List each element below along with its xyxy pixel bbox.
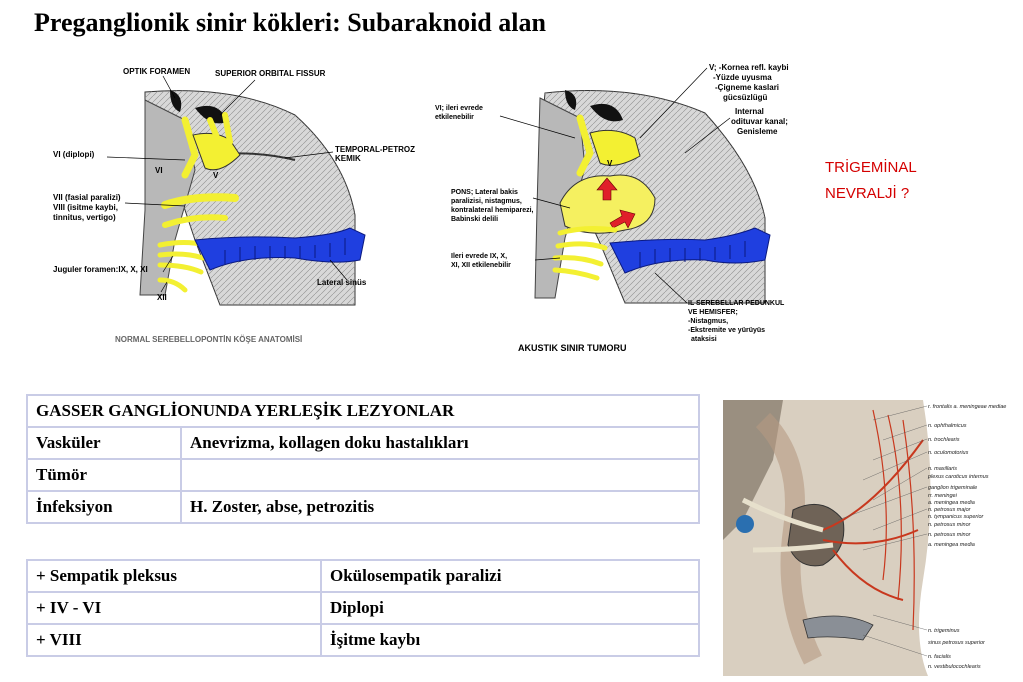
figure-right-caption: AKUSTIK SINIR TUMORU <box>518 343 627 353</box>
trigeminal-note <box>825 155 965 207</box>
label-top-1: V; -Kornea refl. kaybi <box>709 63 789 72</box>
anatomy-label-13: n. petrosus minor <box>928 532 971 538</box>
row-label: + Sempatik pleksus <box>27 560 321 592</box>
label-temporal-petroz: TEMPORAL-PETROZ <box>335 145 415 154</box>
anatomy-label-16: sinus petrosus superior <box>928 640 985 646</box>
normal-anatomy-figure <box>45 60 425 355</box>
label-viii-2: tinnitus, vertigo) <box>53 213 116 222</box>
table-header: GASSER GANGLİONUNDA YERLEŞİK LEZYONLAR <box>27 395 699 427</box>
anatomy-label-5: n. maxillaris <box>928 466 958 472</box>
table-row <box>27 491 699 523</box>
row-label: Tümör <box>27 459 181 491</box>
anatomy-label-6: plexus caroticus internus <box>928 474 989 480</box>
label-ix-1: Ileri evrede IX, X, <box>451 253 508 260</box>
acoustic-tumor-figure <box>425 58 820 358</box>
anatomy-illustration <box>723 400 1021 676</box>
table-row <box>27 592 699 624</box>
label-top-6: odituvar kanal; <box>731 117 788 126</box>
row-value: Diplopi <box>321 592 699 624</box>
label-v-right: V <box>607 159 613 168</box>
page-title: Preganglionik sinir kökleri: Subaraknoid alan <box>34 8 546 37</box>
figure-left-caption: NORMAL SEREBELLOPONTİN KÖŞE ANATOMİSİ <box>115 335 303 344</box>
label-top-4: gücsüzlügü <box>723 93 768 102</box>
label-il-4: -Ekstremite ve yürüyüs <box>688 327 766 334</box>
row-label: + IV - VI <box>27 592 321 624</box>
involvement-table <box>26 559 700 657</box>
label-top-7: Genisleme <box>737 127 778 136</box>
table-row <box>27 427 699 459</box>
label-pons-2: paralizisi, nistagmus, <box>451 198 522 205</box>
anatomy-label-3: n. trochlearis <box>928 437 960 443</box>
label-top-5: Internal <box>735 107 764 116</box>
anatomy-label-10: n. petrosus major <box>928 507 971 513</box>
label-lateral-sinus: Lateral sinüs <box>317 278 367 287</box>
row-value: Anevrizma, kollagen doku hastalıkları <box>181 427 699 459</box>
table-row <box>27 459 699 491</box>
anatomy-label-1: r. frontalis a. meningeae mediae <box>928 404 1007 410</box>
anatomy-label-17: n. facialis <box>928 654 951 660</box>
table-row <box>27 624 699 656</box>
table-row <box>27 560 699 592</box>
anatomy-label-15: n. trigeminus <box>928 628 960 634</box>
anatomy-label-9: a. meningea media <box>928 500 975 506</box>
label-juguler-foramen: Juguler foramen:IX, X, XI <box>53 265 148 274</box>
label-il-5: ataksisi <box>691 336 717 343</box>
gasser-lesions-table <box>26 394 700 524</box>
label-pons-3: kontralateral hemiparezi, <box>451 207 534 214</box>
anatomy-label-8: rr. meningei <box>928 493 957 499</box>
label-optik-foramen: OPTIK FORAMEN <box>123 67 191 76</box>
label-il-1: IL SEREBELLAR PEDUNKUL <box>688 300 785 307</box>
anatomy-label-11: n. tympanicus superior <box>928 514 984 520</box>
label-vi-2: etkilenebilir <box>435 114 474 121</box>
anatomy-label-7: ganglion trigeminale <box>928 485 978 491</box>
label-vi: VI <box>155 166 163 175</box>
label-kemik: KEMIK <box>335 154 361 163</box>
label-vii: VII (fasial paralizi) <box>53 193 121 202</box>
table-header-row <box>27 395 699 427</box>
label-viii: VIII (isitme kaybi, <box>53 203 118 212</box>
anatomy-label-4: n. oculomotorius <box>928 450 969 456</box>
label-xii: XII <box>157 293 167 302</box>
label-pons-4: Babinski delili <box>451 216 499 223</box>
row-value: Okülosempatik paralizi <box>321 560 699 592</box>
label-vi-diplopi: VI (diplopi) <box>53 150 95 159</box>
label-top-2: -Yüzde uyusma <box>713 73 772 82</box>
label-ix-2: XI, XII etkilenebilir <box>451 262 511 269</box>
row-label: + VIII <box>27 624 321 656</box>
row-label: Vasküler <box>27 427 181 459</box>
anatomy-label-12: n. petrosus minor <box>928 522 971 528</box>
label-il-2: VE HEMISFER; <box>688 309 738 316</box>
anatomy-label-14: a. meningea media <box>928 542 975 548</box>
label-superior-orbital-fissur: SUPERIOR ORBITAL FISSUR <box>215 69 326 78</box>
label-top-3: -Çigneme kaslari <box>715 83 780 92</box>
label-il-3: -Nistagmus, <box>688 318 729 325</box>
row-value: H. Zoster, abse, petrozitis <box>181 491 699 523</box>
anatomy-label-18: n. vestibulocochlearis <box>928 664 981 670</box>
label-pons-1: PONS; Lateral bakis <box>451 189 518 196</box>
anatomy-label-2: n. ophthalmicus <box>928 423 967 429</box>
row-value <box>181 459 699 491</box>
note-line-1: TRİGEMİNAL <box>825 159 917 176</box>
row-value: İşitme kaybı <box>321 624 699 656</box>
label-v: V <box>213 171 219 180</box>
row-label: İnfeksiyon <box>27 491 181 523</box>
note-line-2: NEVRALJİ ? <box>825 185 910 202</box>
label-vi-1: VI; ileri evrede <box>435 105 483 112</box>
